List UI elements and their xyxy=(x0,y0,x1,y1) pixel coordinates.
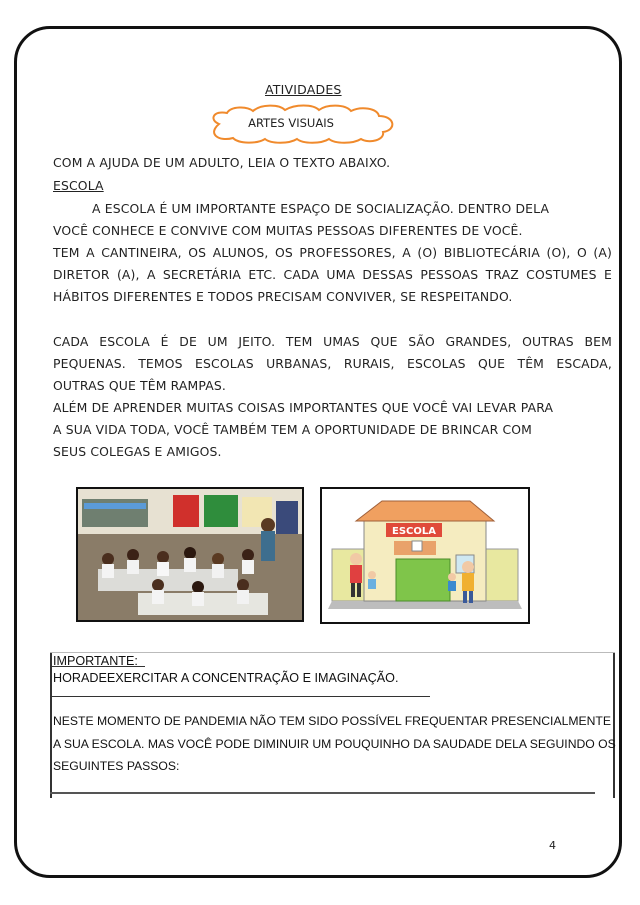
paragraph3-line: A SUA VIDA TODA, VOCÊ TAMBÉM TEM A OPORTUNIDADE DE BRINCAR COM xyxy=(53,422,532,437)
paragraph1-line: VOCÊ CONHECE E CONVIVE COM MUITAS PESSOAS DIFERENTES DE VOCÊ. xyxy=(53,223,523,238)
important-label: IMPORTANTE: xyxy=(53,654,138,668)
instruction-text: COM A AJUDA DE UM ADULTO, LEIA O TEXTO ABAIXO. xyxy=(53,155,391,170)
school-sign-text: ESCOLA xyxy=(392,526,436,537)
paragraph3-line: ALÉM DE APRENDER MUITAS COISAS IMPORTANTES QUE VOCÊ VAI LEVAR PARA xyxy=(53,400,554,415)
important-body-line: A SUA ESCOLA. MAS VOCÊ PODE DIMINUIR UM POUQUINHO DA SAUDADE DELA SEGUINDO OS xyxy=(53,737,616,751)
paragraph1-line: TEM A CANTINEIRA, OS ALUNOS, OS PROFESSORES, A (O) BIBLIOTECÁRIA (O), O (A) xyxy=(53,245,612,260)
classroom-photo xyxy=(76,487,304,622)
paragraph2-line: PEQUENAS. TEMOS ESCOLAS URBANAS, RURAIS, ESCOLAS QUE TÊM ESCADA, xyxy=(53,356,612,371)
important-line1: HORADEEXERCITAR A CONCENTRAÇÃO E IMAGINAÇÃO. xyxy=(53,671,399,685)
box-right-border xyxy=(613,652,615,798)
cloud-subtitle: ARTES VISUAIS xyxy=(248,116,334,130)
paragraph3-line: SEUS COLEGAS E AMIGOS. xyxy=(53,444,222,459)
school-illustration xyxy=(322,489,528,622)
school-illustration-frame xyxy=(320,487,530,624)
divider-line xyxy=(50,696,430,697)
paragraph1-line: A ESCOLA É UM IMPORTANTE ESPAÇO DE SOCIALIZAÇÃO. DENTRO DELA xyxy=(92,201,550,216)
page-number: 4 xyxy=(549,839,556,852)
paragraph2-line: CADA ESCOLA É DE UM JEITO. TEM UMAS QUE SÃO GRANDES, OUTRAS BEM xyxy=(53,334,612,349)
text-title: ESCOLA xyxy=(53,178,104,193)
paragraph1-line: DIRETOR (A), A SECRETÁRIA ETC. CADA UMA DESSAS PESSOAS TRAZ COSTUMES E xyxy=(53,267,612,282)
page-title: ATIVIDADES xyxy=(265,82,342,97)
paragraph2-line: OUTRAS QUE TÊM RAMPAS. xyxy=(53,378,226,393)
important-body-line: SEGUINTES PASSOS: xyxy=(53,759,180,773)
important-body-line: NESTE MOMENTO DE PANDEMIA NÃO TEM SIDO POSSÍVEL FREQUENTAR PRESENCIALMENTE xyxy=(53,714,612,728)
paragraph1-line: HÁBITOS DIFERENTES E TODOS PRECISAM CONVIVER, SE RESPEITANDO. xyxy=(53,289,513,304)
classroom-illustration xyxy=(78,489,302,620)
box-left-border xyxy=(50,652,52,798)
box-bottom-line xyxy=(50,792,595,794)
